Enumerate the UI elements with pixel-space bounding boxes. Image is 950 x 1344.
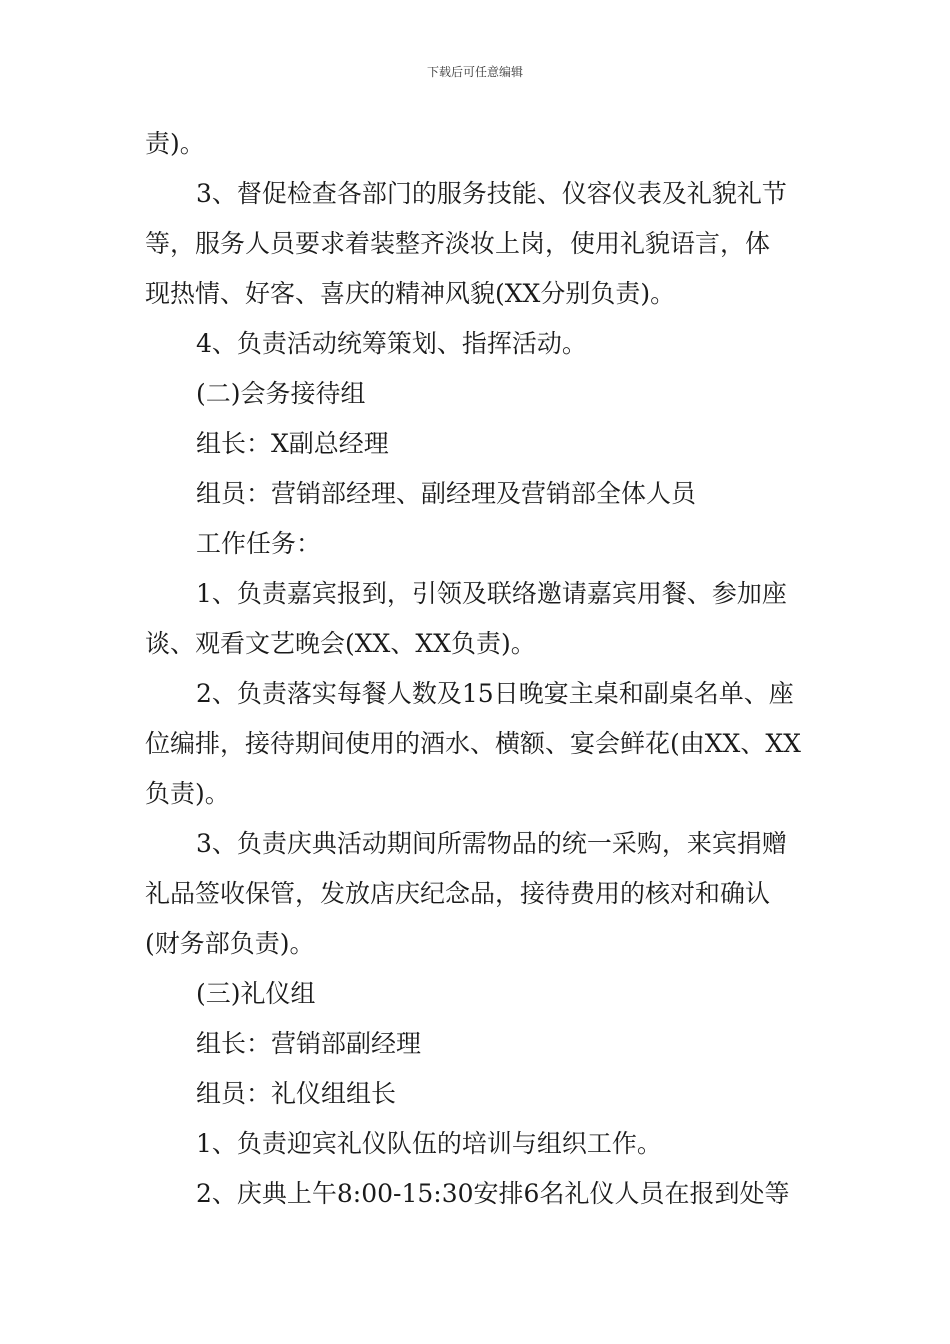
section-heading: (二)会务接待组	[196, 379, 366, 408]
text-line: 礼品签收保管，发放店庆纪念品，接待费用的核对和确认	[145, 879, 771, 908]
text-line: 组长：X副总经理	[196, 429, 389, 458]
text-line: 3、督促检查各部门的服务技能、仪容仪表及礼貌礼节	[196, 179, 787, 208]
page-header: 下载后可任意编辑	[426, 65, 523, 79]
text-line: 3、负责庆典活动期间所需物品的统一采购，来宾捐赠	[196, 829, 787, 858]
text-line: 责)。	[145, 129, 205, 158]
text-line: 位编排，接待期间使用的酒水、横额、宴会鲜花(由XX、XX	[145, 729, 801, 758]
section-heading: (三)礼仪组	[196, 979, 316, 1008]
text-line: 1、负责迎宾礼仪队伍的培训与组织工作。	[196, 1129, 662, 1158]
text-line: 2、负责落实每餐人数及15日晚宴主桌和副桌名单、座	[196, 679, 794, 708]
text-line: 谈、观看文艺晚会(XX、XX负责)。	[145, 629, 536, 658]
text-line: 组长：营销部副经理	[196, 1029, 422, 1058]
text-line: 组员：礼仪组组长	[196, 1079, 397, 1108]
text-line: 2、庆典上午8:00-15:30安排6名礼仪人员在报到处等	[196, 1179, 790, 1208]
text-line: 现热情、好客、喜庆的精神风貌(XX分别负责)。	[145, 279, 676, 308]
text-line: 工作任务：	[196, 529, 322, 558]
text-line: 等，服务人员要求着装整齐淡妆上岗，使用礼貌语言，体	[145, 229, 771, 258]
text-line: 4、负责活动统筹策划、指挥活动。	[196, 329, 587, 358]
text-line: 负责)。	[145, 779, 230, 808]
text-line: 组员：营销部经理、副经理及营销部全体人员	[196, 479, 697, 508]
text-line: 1、负责嘉宾报到，引领及联络邀请嘉宾用餐、参加座	[196, 579, 787, 608]
text-line: (财务部负责)。	[145, 929, 315, 958]
